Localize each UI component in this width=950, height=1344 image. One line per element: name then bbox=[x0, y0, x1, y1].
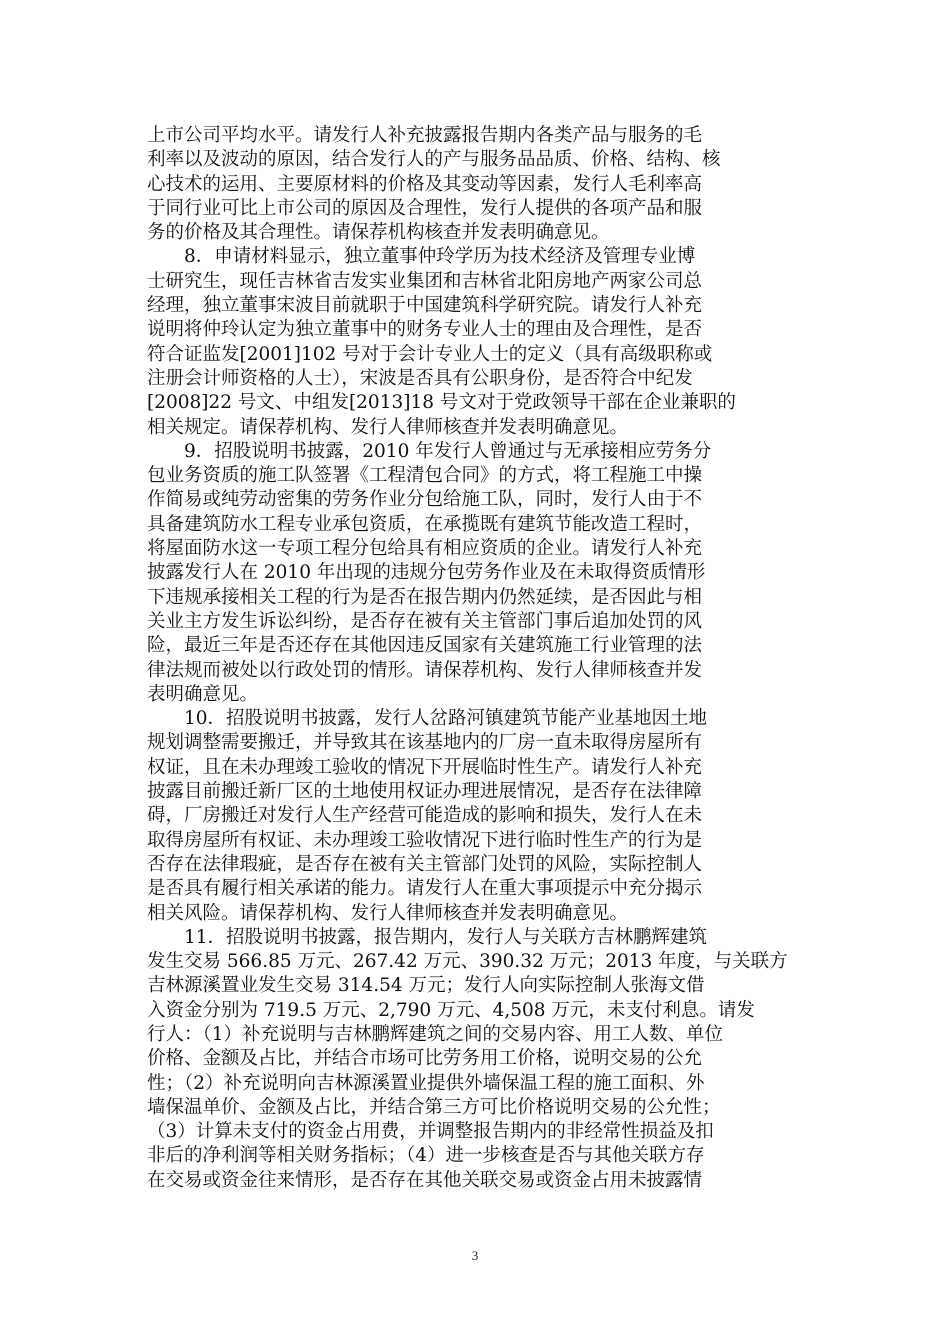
text-line: 性；（2）补充说明向吉林源溪置业提供外墙保温工程的施工面积、外 bbox=[147, 1072, 705, 1094]
page-number: 3 bbox=[471, 1248, 479, 1263]
body-text bbox=[147, 124, 803, 1193]
text-line: 下违规承接相关工程的行为是否在报告期内仍然延续，是否因此与相 bbox=[147, 586, 703, 608]
text-line: 士研究生，现任吉林省吉发实业集团和吉林省北阳房地产两家公司总 bbox=[147, 270, 703, 292]
text-line: 作简易或纯劳动密集的劳务作业分包给施工队，同时，发行人由于不 bbox=[147, 489, 703, 511]
text-line: 利率以及波动的原因，结合发行人的产与服务品品质、价格、结构、核 bbox=[147, 149, 721, 171]
text-line: 10．招股说明书披露，发行人岔路河镇建筑节能产业基地因土地 bbox=[147, 708, 708, 730]
text-line: 是否具有履行相关承诺的能力。请发行人在重大事项提示中充分揭示 bbox=[147, 878, 703, 900]
text-line: 险，最近三年是否还存在其他因违反国家有关建筑施工行业管理的法 bbox=[147, 635, 703, 657]
text-line: 表明确意见。 bbox=[147, 683, 259, 705]
text-line: 在交易或资金往来情形，是否存在其他关联交易或资金占用未披露情 bbox=[147, 1169, 703, 1191]
text-line: 律法规而被处以行政处罚的情形。请保荐机构、发行人律师核查并发 bbox=[147, 659, 703, 681]
text-line: 行人：（1）补充说明与吉林鹏辉建筑之间的交易内容、用工人数、单位 bbox=[147, 1023, 724, 1045]
text-line: 价格、金额及占比，并结合市场可比劳务用工价格，说明交易的公允 bbox=[147, 1048, 703, 1070]
text-line: 非后的净利润等相关财务指标；（4）进一步核查是否与其他关联方存 bbox=[147, 1145, 705, 1167]
text-line: 相关规定。请保荐机构、发行人律师核查并发表明确意见。 bbox=[147, 416, 629, 438]
text-line: 规划调整需要搬迁，并导致其在该基地内的厂房一直未取得房屋所有 bbox=[147, 732, 703, 754]
text-line: 包业务资质的施工队签署《工程清包合同》的方式，将工程施工中操 bbox=[147, 465, 703, 487]
text-line: 经理，独立董事宋波目前就职于中国建筑科学研究院。请发行人补充 bbox=[147, 295, 703, 317]
text-line: 8．申请材料显示，独立董事仲玲学历为技术经济及管理专业博 bbox=[147, 246, 696, 268]
text-line: 相关风险。请保荐机构、发行人律师核查并发表明确意见。 bbox=[147, 902, 629, 924]
text-line: 具备建筑防水工程专业承包资质，在承揽既有建筑节能改造工程时， bbox=[147, 513, 703, 535]
text-line: 上市公司平均水平。请发行人补充披露报告期内各类产品与服务的毛 bbox=[147, 125, 703, 146]
text-line: 9．招股说明书披露，2010 年发行人曾通过与无承接相应劳务分 bbox=[147, 440, 712, 462]
text-line: 权证，且在未办理竣工验收的情况下开展临时性生产。请发行人补充 bbox=[147, 756, 703, 778]
text-line: 符合证监发[2001]102 号对于会计专业人士的定义（具有高级职称或 bbox=[147, 343, 713, 365]
text-line: 将屋面防水这一专项工程分包给具有相应资质的企业。请发行人补充 bbox=[147, 538, 703, 560]
text-line: 心技术的运用、主要原材料的价格及其变动等因素，发行人毛利率高 bbox=[147, 173, 703, 195]
text-line: 入资金分别为 719.5 万元、2,790 万元、4,508 万元，未支付利息。请发 bbox=[147, 999, 755, 1021]
text-line: 否存在法律瑕疵，是否存在被有关主管部门处罚的风险，实际控制人 bbox=[147, 853, 703, 875]
text-line: 吉林源溪置业发生交易 314.54 万元；发行人向实际控制人张海文借 bbox=[147, 975, 705, 997]
text-line: 披露目前搬迁新厂区的土地使用权证办理进展情况，是否存在法律障 bbox=[147, 781, 703, 803]
text-line: 于同行业可比上市公司的原因及合理性，发行人提供的各项产品和服 bbox=[147, 197, 703, 219]
text-line: [2008]22 号文、中组发[2013]18 号文对于党政领导干部在企业兼职的 bbox=[147, 392, 736, 414]
text-line: 取得房屋所有权证、未办理竣工验收情况下进行临时性生产的行为是 bbox=[147, 829, 703, 851]
text-line: 披露发行人在 2010 年出现的违规分包劳务作业及在未取得资质情形 bbox=[147, 562, 706, 584]
text-line: 发生交易 566.85 万元、267.42 万元、390.32 万元；2013 年度，与关联方 bbox=[147, 951, 788, 973]
text-line: 务的价格及其合理性。请保荐机构核查并发表明确意见。 bbox=[147, 222, 610, 244]
text-line: 碍，厂房搬迁对发行人生产经营可能造成的影响和损失，发行人在未 bbox=[147, 805, 703, 827]
text-line: 说明将仲玲认定为独立董事中的财务专业人士的理由及合理性，是否 bbox=[147, 319, 703, 341]
text-line: 11．招股说明书披露，报告期内，发行人与关联方吉林鹏辉建筑 bbox=[147, 926, 708, 948]
text-line: 墙保温单价、金额及占比，并结合第三方可比价格说明交易的公允性； bbox=[147, 1096, 721, 1118]
text-line: 关业主方发生诉讼纠纷，是否存在被有关主管部门事后追加处罚的风 bbox=[147, 610, 703, 632]
text-line: （3）计算未支付的资金占用费，并调整报告期内的非经常性损益及扣 bbox=[147, 1121, 714, 1143]
text-line: 注册会计师资格的人士），宋波是否具有公职身份，是否符合中纪发 bbox=[147, 367, 693, 389]
